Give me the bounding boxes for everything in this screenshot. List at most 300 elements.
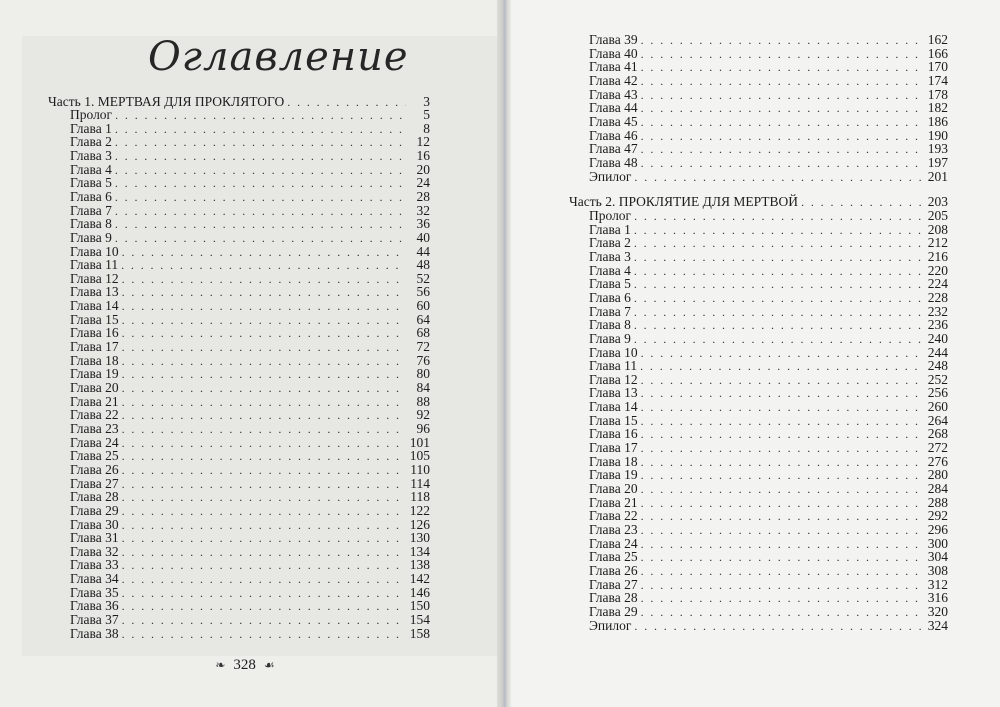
toc-leader-dots — [641, 102, 924, 116]
toc-page-number: 170 — [927, 59, 948, 75]
toc-entry-label: Глава 4 — [589, 262, 631, 278]
toc-page-number: 28 — [416, 188, 430, 204]
toc-leader-dots — [122, 355, 406, 369]
toc-page-number: 280 — [927, 467, 948, 483]
toc-entry-label: Глава 23 — [589, 521, 638, 537]
toc-page-number: 110 — [410, 461, 430, 477]
toc-leader-dots — [115, 123, 406, 137]
toc-leader-dots — [641, 538, 924, 552]
toc-entry — [589, 142, 948, 156]
toc-leader-dots — [641, 143, 924, 157]
toc-entry-label: Глава 3 — [70, 147, 112, 163]
toc-leader-dots — [641, 75, 924, 89]
toc-leader-dots — [115, 205, 406, 219]
toc-entry — [589, 605, 948, 619]
toc-entry — [589, 373, 948, 387]
toc-entry — [70, 477, 430, 491]
toc-entry-label: Глава 23 — [70, 420, 119, 436]
toc-entry — [589, 523, 948, 537]
toc-entry-label: Глава 31 — [70, 530, 119, 546]
toc-entry — [70, 449, 430, 463]
toc-entry — [589, 619, 948, 633]
toc-entry-label: Глава 10 — [70, 243, 119, 259]
toc-entry — [589, 441, 948, 455]
toc-leader-dots — [115, 150, 406, 164]
right-page — [511, 0, 1000, 707]
toc-entry — [589, 156, 948, 170]
toc-page-number: 264 — [927, 412, 948, 428]
toc-entry — [70, 204, 430, 218]
toc-leader-dots — [634, 319, 924, 333]
toc-page-number: 284 — [927, 481, 948, 496]
toc-leader-dots — [641, 565, 924, 579]
toc-entry-label: Глава 26 — [589, 562, 638, 578]
toc-leader-dots — [634, 265, 924, 279]
toc-page-number: 92 — [416, 407, 430, 423]
book-spine — [497, 0, 511, 707]
toc-page-number: 224 — [927, 276, 948, 292]
toc-page-number: 84 — [416, 380, 430, 395]
toc-entry — [70, 572, 430, 586]
toc-entry-label: Глава 41 — [589, 59, 638, 75]
toc-leader-dots — [641, 579, 924, 593]
toc-entry-label: Глава 1 — [589, 221, 631, 237]
toc-leader-dots — [641, 61, 924, 75]
toc-entry-label: Глава 9 — [70, 229, 112, 245]
page-number: 328 — [233, 657, 256, 673]
toc-entry-label: Глава 14 — [589, 399, 638, 415]
toc-entry-label: Глава 22 — [70, 407, 119, 423]
toc-page-number: 244 — [927, 344, 948, 360]
toc-entry-label: Глава 11 — [589, 358, 638, 374]
toc-page-number: 12 — [416, 134, 430, 150]
toc-entry — [589, 223, 948, 237]
toc-entry — [589, 550, 948, 564]
toc-entry-label: Глава 28 — [70, 489, 119, 505]
toc-entry-label: Глава 2 — [70, 134, 112, 150]
toc-leader-dots — [641, 428, 924, 442]
toc-entry — [70, 463, 430, 477]
toc-entry-label: Глава 28 — [589, 590, 638, 606]
toc-entry — [589, 47, 948, 61]
toc-entry-label: Глава 25 — [589, 549, 638, 565]
toc-page-number: 324 — [927, 617, 948, 633]
toc-entry — [589, 291, 948, 305]
toc-leader-dots — [641, 48, 924, 62]
toc-entry-label: Глава 26 — [70, 461, 119, 477]
toc-entry — [589, 427, 948, 441]
toc-leader-dots — [122, 246, 406, 260]
toc-entry — [589, 414, 948, 428]
toc-leader-dots — [641, 510, 924, 524]
toc-entry-label: Глава 20 — [70, 380, 119, 395]
toc-entry-label: Глава 13 — [70, 284, 119, 300]
toc-entry — [70, 422, 430, 436]
toc-entry-label: Глава 29 — [589, 603, 638, 619]
toc-page-number: 105 — [409, 448, 430, 464]
toc-leader-dots — [122, 600, 406, 614]
toc-leader-dots — [122, 273, 406, 287]
toc-leader-dots — [634, 306, 924, 320]
toc-page-number: 190 — [927, 127, 948, 143]
toc-entry — [589, 129, 948, 143]
toc-page-number: 232 — [927, 303, 948, 319]
toc-page-number: 288 — [927, 494, 948, 510]
toc-page-number: 162 — [927, 32, 948, 47]
toc-leader-dots — [115, 109, 406, 123]
toc-entry-label: Глава 24 — [589, 535, 638, 551]
toc-page-number: 256 — [927, 385, 948, 401]
toc-leader-dots — [122, 437, 406, 451]
toc-entry — [589, 591, 948, 605]
toc-page-number: 312 — [927, 576, 948, 592]
toc-leader-dots — [634, 237, 924, 251]
page-title: Оглавление — [148, 34, 409, 80]
toc-leader-dots — [122, 341, 406, 355]
toc-page-number: 138 — [409, 557, 430, 573]
toc-entry — [70, 599, 430, 613]
toc-entry — [589, 400, 948, 414]
toc-leader-dots — [634, 292, 924, 306]
toc-entry — [70, 217, 430, 231]
toc-entry — [70, 149, 430, 163]
toc-leader-dots — [122, 587, 406, 601]
toc-leader-dots — [641, 34, 924, 48]
toc-entry-label: Глава 48 — [589, 154, 638, 170]
toc-entry — [589, 250, 948, 264]
toc-entry — [589, 346, 948, 360]
toc-entry — [70, 381, 430, 395]
toc-leader-dots — [122, 300, 406, 314]
toc-leader-dots — [122, 382, 406, 396]
toc-entry — [70, 340, 430, 354]
toc-entry — [589, 578, 948, 592]
toc-entry — [70, 313, 430, 327]
toc-page-number: 5 — [423, 107, 430, 122]
toc-page-number: 24 — [416, 175, 430, 191]
toc-leader-dots — [122, 368, 406, 382]
toc-page-number: 260 — [927, 399, 948, 415]
toc-entry-label: Глава 6 — [70, 188, 112, 204]
toc-leader-dots — [121, 259, 406, 273]
toc-page-number: 150 — [409, 598, 430, 614]
toc-page-number: 154 — [409, 612, 430, 628]
toc-leader-dots — [641, 157, 924, 171]
toc-entry-label: Глава 45 — [589, 113, 638, 129]
toc-entry — [70, 326, 430, 340]
toc-entry-label: Эпилог — [589, 617, 632, 633]
toc-page-number: 304 — [927, 549, 948, 565]
toc-entry-label: Пролог — [589, 208, 632, 223]
toc-page-number: 142 — [409, 571, 430, 587]
toc-leader-dots — [122, 478, 406, 492]
toc-entry-label: Глава 19 — [70, 366, 119, 382]
toc-part-heading — [569, 195, 948, 209]
toc-entry — [589, 496, 948, 510]
toc-entry — [589, 170, 948, 184]
toc-entry — [70, 245, 430, 259]
toc-entry — [589, 386, 948, 400]
toc-leader-dots — [122, 614, 406, 628]
toc-entry-label: Часть 1. МЕРТВАЯ ДЛЯ ПРОКЛЯТОГО — [48, 94, 285, 109]
toc-page-number: 44 — [416, 243, 430, 259]
toc-entry-label: Глава 3 — [589, 248, 631, 264]
toc-entry-label: Глава 46 — [589, 127, 638, 143]
toc-entry-label: Глава 13 — [589, 385, 638, 401]
toc-entry-label: Глава 18 — [589, 453, 638, 469]
toc-leader-dots — [115, 218, 406, 232]
toc-entry — [70, 108, 430, 122]
toc-entry — [589, 74, 948, 88]
toc-entry — [589, 264, 948, 278]
toc-entry — [70, 163, 430, 177]
toc-leader-dots — [122, 505, 406, 519]
toc-page-number: 296 — [927, 521, 948, 537]
toc-leader-dots — [115, 164, 406, 178]
toc-entry-label: Глава 5 — [70, 175, 112, 191]
toc-entry — [70, 258, 430, 272]
toc-page-number: 101 — [409, 434, 430, 450]
toc-entry-label: Пролог — [70, 107, 113, 122]
toc-leader-dots — [122, 532, 406, 546]
toc-entry — [70, 272, 430, 286]
toc-entry-label: Глава 27 — [589, 576, 638, 592]
toc-page-number: 3 — [423, 94, 430, 109]
toc-page-number: 252 — [927, 371, 948, 387]
toc-page-number: 76 — [416, 352, 430, 368]
toc-entry — [589, 332, 948, 346]
toc-leader-dots — [641, 442, 924, 456]
toc-page-number: 8 — [423, 120, 430, 136]
toc-entry-label: Глава 19 — [589, 467, 638, 483]
toc-leader-dots — [641, 387, 924, 401]
toc-entry-label: Глава 15 — [589, 412, 638, 428]
toc-page-number: 134 — [409, 543, 430, 559]
toc-entry — [589, 60, 948, 74]
toc-entry-label: Глава 4 — [70, 161, 112, 177]
toc-leader-dots — [641, 524, 924, 538]
toc-entry-label: Глава 8 — [589, 317, 631, 333]
toc-leader-dots — [122, 491, 406, 505]
toc-entry-label: Глава 12 — [589, 371, 638, 387]
toc-entry-label: Глава 34 — [70, 571, 119, 587]
toc-page-number: 20 — [416, 161, 430, 177]
toc-entry — [589, 101, 948, 115]
toc-entry-label: Глава 22 — [589, 508, 638, 524]
toc-page-number: 320 — [927, 603, 948, 619]
toc-leader-dots — [634, 620, 924, 634]
toc-page-number: 48 — [416, 257, 430, 273]
toc-page-number: 228 — [927, 289, 948, 305]
toc-entry-label: Глава 43 — [589, 86, 638, 102]
toc-page-number: 236 — [927, 317, 948, 333]
toc-entry — [70, 436, 430, 450]
toc-entry — [70, 135, 430, 149]
toc-page-number: 308 — [927, 562, 948, 578]
toc-page-number: 16 — [416, 147, 430, 163]
toc-page-number: 52 — [416, 270, 430, 286]
toc-page-number: 36 — [416, 216, 430, 232]
toc-leader-dots — [634, 210, 924, 224]
toc-entry — [70, 545, 430, 559]
toc-leader-dots — [634, 251, 924, 265]
toc-entry-label: Глава 29 — [70, 502, 119, 518]
toc-page-number: 276 — [927, 453, 948, 469]
toc-page-number: 122 — [409, 502, 430, 518]
toc-entry-label: Глава 33 — [70, 557, 119, 573]
toc-leader-dots — [641, 483, 924, 497]
toc-leader-dots — [122, 546, 406, 560]
toc-page-number: 240 — [927, 330, 948, 346]
toc-leader-dots — [641, 415, 924, 429]
toc-page-number: 174 — [927, 72, 948, 88]
toc-leader-dots — [640, 360, 924, 374]
left-page — [0, 0, 497, 707]
toc-entry-label: Глава 6 — [589, 289, 631, 305]
toc-entry — [589, 455, 948, 469]
toc-page-number: 268 — [927, 426, 948, 442]
toc-leader-dots — [122, 327, 406, 341]
toc-leader-dots — [122, 519, 406, 533]
toc-entry-label: Глава 32 — [70, 543, 119, 559]
toc-entry — [589, 305, 948, 319]
toc-entry — [70, 558, 430, 572]
toc-leader-dots — [641, 401, 924, 415]
toc-page-number: 316 — [927, 590, 948, 606]
toc-entry-label: Эпилог — [589, 168, 632, 184]
toc-entry-label: Глава 39 — [589, 32, 638, 47]
toc-page-number: 197 — [927, 154, 948, 170]
ornament-left-icon: ❧ — [215, 658, 226, 672]
toc-entry — [589, 537, 948, 551]
toc-page-number: 216 — [927, 248, 948, 264]
page-folio — [200, 657, 290, 674]
toc-entry-label: Глава 2 — [589, 235, 631, 251]
toc-leader-dots — [122, 314, 406, 328]
toc-page-number: 193 — [927, 141, 948, 157]
toc-entry — [589, 88, 948, 102]
toc-page-number: 201 — [927, 168, 948, 184]
toc-leader-dots — [122, 450, 406, 464]
toc-leader-dots — [641, 130, 924, 144]
toc-page-number: 114 — [410, 475, 430, 491]
toc-page-number: 292 — [927, 508, 948, 524]
toc-entry — [589, 236, 948, 250]
toc-entry — [589, 564, 948, 578]
toc-leader-dots — [115, 136, 406, 150]
toc-leader-dots — [115, 177, 406, 191]
toc-page-number: 64 — [416, 311, 430, 327]
toc-entry-label: Глава 11 — [70, 257, 119, 273]
toc-page-number: 96 — [416, 420, 430, 436]
toc-entry-label: Глава 36 — [70, 598, 119, 614]
toc-entry-label: Глава 10 — [589, 344, 638, 360]
toc-page-number: 32 — [416, 202, 430, 218]
toc-entry-label: Глава 7 — [589, 303, 631, 319]
toc-entry — [589, 318, 948, 332]
toc-entry — [589, 33, 948, 47]
toc-entry-label: Глава 18 — [70, 352, 119, 368]
toc-leader-dots — [641, 469, 924, 483]
toc-page-number: 88 — [416, 393, 430, 409]
toc-page-number: 272 — [927, 440, 948, 456]
toc-entry — [70, 395, 430, 409]
toc-entry — [70, 613, 430, 627]
toc-entry — [589, 468, 948, 482]
toc-entry-label: Глава 30 — [70, 516, 119, 532]
toc-page-number: 126 — [409, 516, 430, 532]
toc-entry — [70, 518, 430, 532]
toc-entry-label: Глава 20 — [589, 481, 638, 496]
toc-leader-dots — [122, 464, 406, 478]
toc-entry — [70, 627, 430, 641]
toc-page-number: 146 — [409, 584, 430, 600]
toc-entry-label: Глава 16 — [70, 325, 119, 341]
toc-entry — [70, 122, 430, 136]
toc-leader-dots — [641, 89, 924, 103]
toc-entry-label: Глава 7 — [70, 202, 112, 218]
toc-entry-label: Глава 15 — [70, 311, 119, 327]
toc-entry — [70, 190, 430, 204]
toc-entry-label: Глава 27 — [70, 475, 119, 491]
toc-leader-dots — [641, 497, 924, 511]
toc-entry — [589, 482, 948, 496]
toc-entry — [70, 354, 430, 368]
toc-leader-dots — [801, 196, 924, 210]
toc-leader-dots — [641, 606, 924, 620]
toc-leader-dots — [634, 224, 924, 238]
toc-page-number: 300 — [927, 535, 948, 551]
toc-page-number: 166 — [927, 45, 948, 61]
toc-page-number: 203 — [927, 194, 948, 209]
toc-entry-label: Глава 40 — [589, 45, 638, 61]
toc-page-number: 205 — [927, 208, 948, 223]
toc-page-number: 72 — [416, 339, 430, 355]
toc-leader-dots — [115, 232, 406, 246]
toc-leader-dots — [641, 456, 924, 470]
toc-page-number: 60 — [416, 298, 430, 314]
toc-leader-dots — [634, 171, 924, 185]
toc-entry — [589, 115, 948, 129]
toc-leader-dots — [122, 423, 406, 437]
toc-page-number: 182 — [927, 100, 948, 116]
toc-entry-label: Глава 12 — [70, 270, 119, 286]
toc-page-number: 248 — [927, 358, 948, 374]
toc-entry-label: Глава 47 — [589, 141, 638, 157]
toc-leader-dots — [641, 374, 924, 388]
toc-entry-label: Часть 2. ПРОКЛЯТИЕ ДЛЯ МЕРТВОЙ — [569, 194, 799, 209]
toc-entry — [589, 509, 948, 523]
toc-leader-dots — [641, 551, 924, 565]
toc-leader-dots — [634, 278, 924, 292]
toc-page-number: 208 — [927, 221, 948, 237]
toc-entry — [70, 504, 430, 518]
toc-leader-dots — [122, 286, 406, 300]
toc-leader-dots — [122, 409, 406, 423]
toc-entry — [70, 408, 430, 422]
toc-entry-label: Глава 14 — [70, 298, 119, 314]
toc-entry — [70, 490, 430, 504]
toc-entry-label: Глава 21 — [70, 393, 119, 409]
toc-entry-label: Глава 42 — [589, 72, 638, 88]
toc-page-number: 220 — [927, 262, 948, 278]
toc-entry-label: Глава 17 — [70, 339, 119, 355]
toc-leader-dots — [122, 396, 406, 410]
toc-entry — [70, 586, 430, 600]
toc-entry — [70, 176, 430, 190]
toc-page-number: 40 — [416, 229, 430, 245]
toc-entry — [70, 299, 430, 313]
